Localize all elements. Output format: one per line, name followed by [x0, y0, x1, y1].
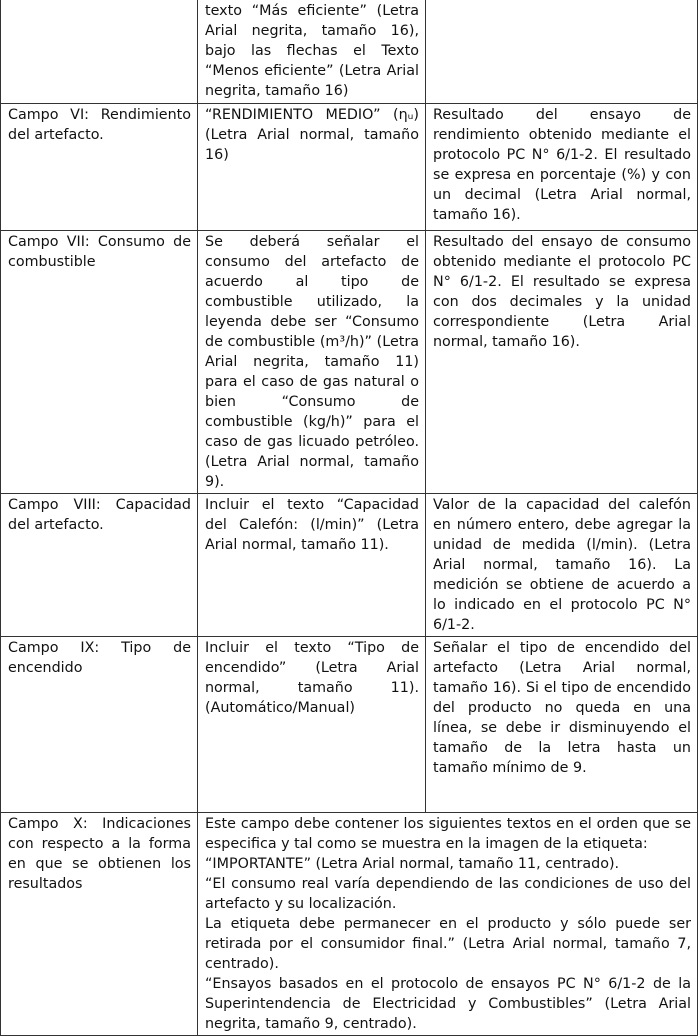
spec-paragraph: La etiqueta debe permanecer en el producto y sólo puede ser retirada por el consumidor final.” (Letra Arial normal, tamaño 7, centrado). [205, 915, 691, 972]
label-spec-cell: Se deberá señalar el consumo del artefacto de acuerdo al tipo de combustible utilizado, la leyenda debe ser “Consumo de combustible (m³/h)” (Letra Arial negrita, tamaño 11) para el caso de gas natural o bien “Consumo de combustible (kg/h)” para el caso de gas licuado petróleo. (Letra Arial normal, tamaño 9). [198, 230, 426, 493]
merged-spec-cell [198, 812, 698, 1035]
label-spec-cell: texto “Más eficiente” (Letra Arial negrita, tamaño 16), bajo las flechas el Texto “Menos eficiente” (Letra Arial negrita, tamaño 16) [198, 0, 426, 103]
spec-paragraph: “IMPORTANTE” (Letra Arial normal, tamaño 11, centrado). [205, 855, 620, 872]
field-name-cell: Campo X: Indicaciones con respecto a la forma en que se obtienen los resultados [1, 812, 198, 1035]
value-spec-cell: Valor de la capacidad del calefón en número entero, debe agregar la unidad de medida (l/min). (Letra Arial normal, tamaño 16). La medición se obtiene de acuerdo a lo indicado en el protocolo PC N° 6/1-2. [426, 493, 698, 636]
field-name-cell [1, 0, 198, 103]
value-spec-cell [426, 0, 698, 103]
value-spec-cell: Señalar el tipo de encendido del artefacto (Letra Arial normal, tamaño 16). Si el tipo de encendido del producto no queda en una línea, se debe ir disminuyendo el tamaño de la letra hasta un tamaño mínimo de 9. [426, 636, 698, 812]
label-spec-cell: “RENDIMIENTO MEDIO” (ηᵤ)(Letra Arial normal, tamaño 16) [198, 103, 426, 230]
field-name-cell: Campo IX: Tipo de encendido [1, 636, 198, 812]
table-row [1, 812, 698, 1035]
spec-paragraph: Este campo debe contener los siguientes textos en el orden que se especifica y tal como se muestra en la imagen de la etiqueta: [205, 815, 691, 852]
table-row [1, 230, 698, 493]
table-row [1, 636, 698, 812]
table-row [1, 103, 698, 230]
table-row [1, 0, 698, 103]
spec-paragraph: “Ensayos basados en el protocolo de ensayos PC N° 6/1-2 de la Superintendencia de Electricidad y Combustibles” (Letra Arial negrita, tamaño 9, centrado). [205, 975, 691, 1032]
value-spec-cell: Resultado del ensayo de rendimiento obtenido mediante el protocolo PC N° 6/1-2. El resultado se expresa en porcentaje (%) y con un decimal (Letra Arial normal, tamaño 16). [426, 103, 698, 230]
label-spec-cell: Incluir el texto “Capacidad del Calefón: (l/min)” (Letra Arial normal, tamaño 11). [198, 493, 426, 636]
field-name-cell: Campo VII: Consumo de combustible [1, 230, 198, 493]
value-spec-cell: Resultado del ensayo de consumo obtenido mediante el protocolo PC N° 6/1-2. El resultado se expresa con dos decimales y la unidad correspondiente (Letra Arial normal, tamaño 16). [426, 230, 698, 493]
spec-paragraph: “El consumo real varía dependiendo de las condiciones de uso del artefacto y su localización. [205, 875, 691, 912]
table-row [1, 493, 698, 636]
label-spec-cell: Incluir el texto “Tipo de encendido” (Letra Arial normal, tamaño 11).(Automático/Manual) [198, 636, 426, 812]
field-name-cell: Campo VI: Rendimiento del artefacto. [1, 103, 198, 230]
field-name-cell: Campo VIII: Capacidad del artefacto. [1, 493, 198, 636]
